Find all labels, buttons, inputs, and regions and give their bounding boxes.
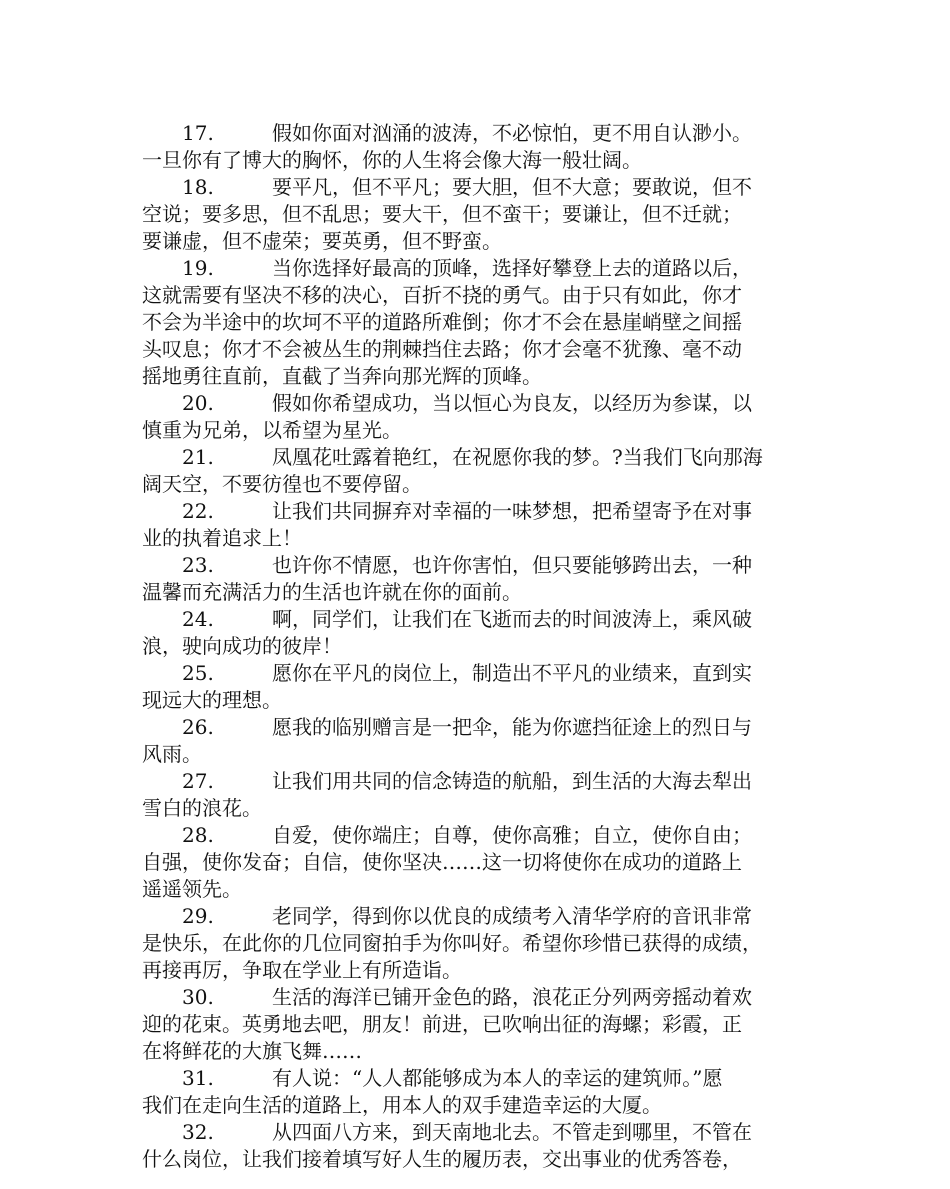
item-number: 23.: [182, 553, 214, 577]
paragraph-first-line: [142, 444, 810, 471]
paragraph-line: 不会为半途中的坎坷不平的道路所难倒；你才不会在悬崖峭壁之间摇: [142, 310, 742, 334]
paragraph-line: 摇地勇往直前，直截了当奔向那光辉的顶峰。: [142, 364, 542, 388]
paragraph-line: 啊，同学们，让我们在飞逝而去的时间波涛上，乘风破: [272, 607, 752, 631]
paragraph-item: [142, 498, 810, 552]
paragraph-first-line: [142, 768, 810, 795]
item-number: 24.: [182, 607, 214, 631]
paragraph-item: [142, 660, 810, 714]
paragraph-line: 头叹息；你才不会被丛生的荆棘挡住去路；你才会毫不犹豫、毫不动: [142, 337, 742, 361]
paragraph-line: 阔天空，不要彷徨也不要停留。: [142, 472, 422, 496]
paragraph-line: 温馨而充满活力的生活也许就在你的面前。: [142, 580, 522, 604]
paragraph-item: [142, 255, 810, 390]
paragraph-line: 老同学，得到你以优良的成绩考入清华学府的音讯非常: [272, 904, 752, 928]
paragraph-line: 我们在走向生活的道路上，用本人的双手建造幸运的大厦。: [142, 1093, 662, 1117]
paragraph-line: 慎重为兄弟，以希望为星光。: [142, 418, 402, 442]
paragraph-line: 这就需要有坚决不移的决心，百折不挠的勇气。由于只有如此，你才: [142, 283, 742, 307]
paragraph-item: [142, 552, 810, 606]
paragraph-line: 空说；要多思，但不乱思；要大干，但不蛮干；要谦让，但不迁就；: [142, 202, 742, 226]
paragraph-first-line: [142, 903, 810, 930]
item-number: 28.: [182, 823, 214, 847]
paragraph-line: 遥遥领先。: [142, 877, 242, 901]
item-number: 31.: [182, 1066, 214, 1090]
paragraph-line: 要平凡，但不平凡；要大胆，但不大意；要敢说，但不: [272, 175, 752, 199]
paragraph-item: [142, 822, 810, 903]
item-number: 32.: [182, 1120, 214, 1144]
paragraph-first-line: [142, 120, 810, 147]
paragraph-line: 业的执着追求上！: [142, 526, 302, 550]
paragraph-line: 让我们用共同的信念铸造的航船，到生活的大海去犁出: [272, 769, 752, 793]
paragraph-first-line: [142, 984, 810, 1011]
paragraph-item: [142, 390, 810, 444]
item-number: 27.: [182, 769, 214, 793]
paragraph-line: 也许你不情愿，也许你害怕，但只要能够跨出去，一种: [272, 553, 752, 577]
item-number: 30.: [182, 985, 214, 1009]
paragraph-line: 现远大的理想。: [142, 688, 282, 712]
document-body: [142, 120, 810, 1173]
paragraph-line: 是快乐，在此你的几位同窗拍手为你叫好。希望你珍惜已获得的成绩，: [142, 931, 762, 955]
item-number: 29.: [182, 904, 214, 928]
paragraph-first-line: [142, 606, 810, 633]
paragraph-line: 愿你在平凡的岗位上，制造出不平凡的业绩来，直到实: [272, 661, 752, 685]
paragraph-item: [142, 768, 810, 822]
item-number: 19.: [182, 256, 214, 280]
paragraph-line: 当你选择好最高的顶峰，选择好攀登上去的道路以后，: [272, 256, 752, 280]
paragraph-line: 假如你面对汹涌的波涛，不必惊怕，更不用自认渺小。: [272, 121, 752, 145]
paragraph-line: 生活的海洋已铺开金色的路，浪花正分列两旁摇动着欢: [272, 985, 752, 1009]
paragraph-first-line: [142, 390, 810, 417]
item-number: 26.: [182, 715, 214, 739]
item-number: 25.: [182, 661, 214, 685]
paragraph-item: [142, 1119, 810, 1173]
paragraph-line: 从四面八方来，到天南地北去。不管走到哪里，不管在: [272, 1120, 752, 1144]
paragraph-item: [142, 174, 810, 255]
paragraph-first-line: [142, 660, 810, 687]
paragraph-first-line: [142, 174, 810, 201]
paragraph-line: 要谦虚，但不虚荣；要英勇，但不野蛮。: [142, 229, 502, 253]
paragraph-first-line: [142, 498, 810, 525]
item-number: 20.: [182, 391, 214, 415]
paragraph-line: 一旦你有了博大的胸怀，你的人生将会像大海一般壮阔。: [142, 148, 642, 172]
paragraph-line: 自强，使你发奋；自信，使你坚决……这一切将使你在成功的道路上: [142, 850, 742, 874]
paragraph-item: [142, 120, 810, 174]
paragraph-line: 在将鲜花的大旗飞舞……: [142, 1039, 362, 1063]
paragraph-first-line: [142, 255, 810, 282]
paragraph-line: 再接再厉，争取在学业上有所造诣。: [142, 958, 462, 982]
item-number: 18.: [182, 175, 214, 199]
paragraph-item: [142, 984, 810, 1065]
paragraph-line: 浪，驶向成功的彼岸！: [142, 634, 342, 658]
paragraph-item: [142, 1065, 810, 1119]
item-number: 22.: [182, 499, 214, 523]
paragraph-item: [142, 444, 810, 498]
item-number: 21.: [182, 445, 214, 469]
paragraph-line: 风雨。: [142, 742, 202, 766]
paragraph-first-line: [142, 714, 810, 741]
paragraph-line: 什么岗位，让我们接着填写好人生的履历表，交出事业的优秀答卷，: [142, 1147, 742, 1171]
paragraph-item: [142, 903, 810, 984]
paragraph-item: [142, 714, 810, 768]
paragraph-first-line: [142, 822, 810, 849]
paragraph-line: 自爱，使你端庄；自尊，使你高雅；自立，使你自由；: [272, 823, 752, 847]
item-number: 17.: [182, 121, 214, 145]
paragraph-item: [142, 606, 810, 660]
paragraph-line: 雪白的浪花。: [142, 796, 262, 820]
paragraph-line: 凤凰花吐露着艳红，在祝愿你我的梦。?当我们飞向那海: [272, 445, 763, 469]
paragraph-line: 迎的花束。英勇地去吧，朋友！前进，已吹响出征的海螺；彩霞，正: [142, 1012, 742, 1036]
paragraph-first-line: [142, 1119, 810, 1146]
paragraph-line: 愿我的临别赠言是一把伞，能为你遮挡征途上的烈日与: [272, 715, 752, 739]
paragraph-line: 有人说：“人人都能够成为本人的幸运的建筑师。”愿: [272, 1066, 723, 1090]
paragraph-line: 让我们共同摒弃对幸福的一味梦想，把希望寄予在对事: [272, 499, 752, 523]
paragraph-line: 假如你希望成功，当以恒心为良友，以经历为参谋，以: [272, 391, 752, 415]
paragraph-first-line: [142, 1065, 810, 1092]
paragraph-first-line: [142, 552, 810, 579]
